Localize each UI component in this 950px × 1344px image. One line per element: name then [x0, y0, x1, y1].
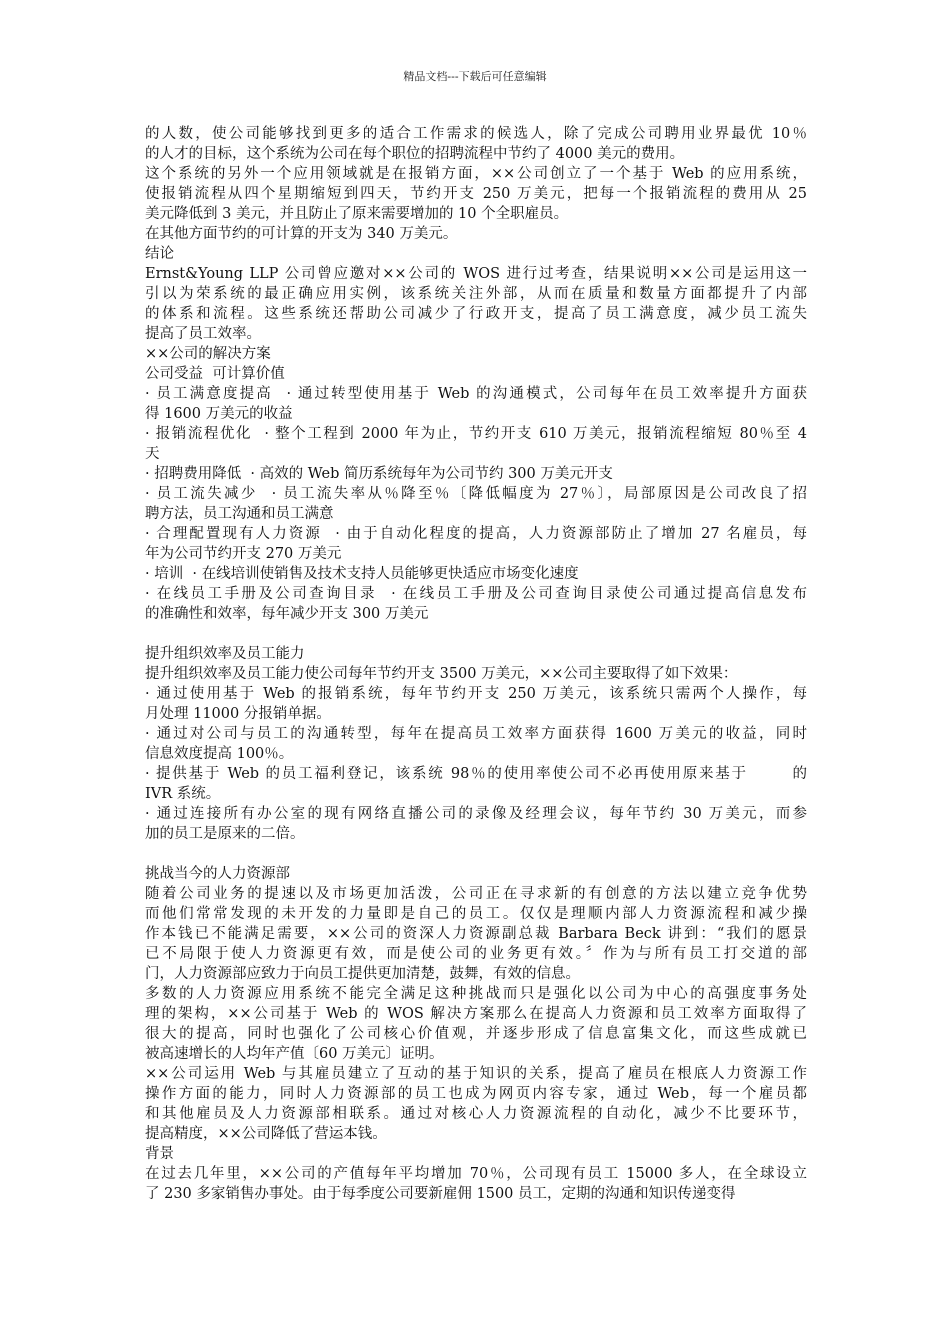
page-header: 精品文档---下载后可任意编辑 [403, 70, 547, 83]
paragraph [145, 384, 807, 424]
text-line: 公司受益 可计算价值 [145, 366, 285, 382]
text-line: 的体系和流程。这些系统还帮助公司减少了行政开支，提高了员工满意度，减少员工流失 [145, 306, 807, 322]
text-line: 使报销流程从四个星期缩短到四天，节约开支 250 万美元，把每一个报销流程的费用从 25 [145, 186, 807, 202]
text-line: ××公司的解决方案 [145, 346, 271, 362]
paragraph [145, 1064, 807, 1144]
paragraph [145, 344, 807, 364]
text-line: 结论 [145, 246, 174, 262]
paragraph [145, 224, 807, 244]
text-line: · 通过对公司与员工的沟通转型，每年在提高员工效率方面获得 1600 万美元的收益，同时 [145, 726, 807, 742]
paragraph [145, 884, 807, 984]
paragraph [145, 124, 807, 164]
text-line: 月处理 11000 分报销单据。 [145, 706, 331, 722]
text-line: · 员工流失减少 · 员工流失率从％降至％〔降低幅度为 27％〕，局部原因是公司改良了招 [145, 486, 807, 502]
paragraph [145, 464, 807, 484]
text-line: Ernst&Young LLP 公司曾应邀对××公司的 WOS 进行过考查，结果说明××公司是运用这一 [145, 266, 807, 282]
text-line: · 员工满意度提高 · 通过转型使用基于 Web 的沟通模式，公司每年在员工效率提升方面获 [145, 386, 807, 402]
paragraph [145, 564, 807, 584]
paragraph [145, 664, 807, 684]
text-line: 门，人力资源部应致力于向员工提供更加清楚，鼓舞，有效的信息。 [145, 966, 580, 982]
paragraph [145, 724, 807, 764]
text-line: 背景 [145, 1146, 174, 1162]
text-line: · 提供基于 Web 的员工福利登记，该系统 98％的使用率使公司不必再使用原来基于 的 [145, 766, 807, 782]
text-line: 和其他雇员及人力资源部相联系。通过对核心人力资源流程的自动化，减少不比要环节， [145, 1106, 807, 1122]
text-line: 提高精度，××公司降低了营运本钱。 [145, 1126, 387, 1142]
paragraph [145, 524, 807, 564]
text-line: · 报销流程优化 · 整个工程到 2000 年为止，节约开支 610 万美元，报销流程缩短 80％至 4 [145, 426, 807, 442]
paragraph-gap [145, 844, 807, 864]
text-line: 聘方法，员工沟通和员工满意 [145, 506, 334, 522]
paragraph [145, 1144, 807, 1164]
text-line: 得 1600 万美元的收益 [145, 406, 293, 422]
text-line: 很大的提高，同时也强化了公司核心价值观，并逐步形成了信息富集文化，而这些成就已 [145, 1026, 807, 1042]
text-line: 的人才的目标，这个系统为公司在每个职位的招聘流程中节约了 4000 美元的费用。 [145, 146, 685, 162]
text-line: 加的员工是原来的二倍。 [145, 826, 305, 842]
paragraph [145, 264, 807, 344]
text-line: · 招聘费用降低 · 高效的 Web 简历系统每年为公司节约 300 万美元开支 [145, 466, 613, 482]
text-line: 随着公司业务的提速以及市场更加活泼，公司正在寻求新的有创意的方法以建立竞争优势 [145, 886, 807, 902]
text-line: 的人数，使公司能够找到更多的适合工作需求的候选人，除了完成公司聘用业界最优 10％ [145, 126, 807, 142]
text-line: 提升组织效率及员工能力 [145, 646, 305, 662]
text-line: 引以为荣系统的最正确应用实例，该系统关注外部，从而在质量和数量方面都提升了内部 [145, 286, 807, 302]
text-line: · 通过使用基于 Web 的报销系统，每年节约开支 250 万美元，该系统只需两个人操作，每 [145, 686, 807, 702]
text-line: 理的架构，××公司基于 Web 的 WOS 解决方案那么在提高人力资源和员工效率方面取得了 [145, 1006, 807, 1022]
text-line: 挑战当今的人力资源部 [145, 866, 290, 882]
paragraph [145, 164, 807, 224]
text-line: 了 230 多家销售办事处。由于每季度公司要新雇佣 1500 员工，定期的沟通和知识传递变得 [145, 1186, 736, 1202]
paragraph [145, 804, 807, 844]
text-line: 而他们常常发现的未开发的力量即是自己的员工。仅仅是理顺内部人力资源流程和减少操 [145, 906, 807, 922]
paragraph [145, 364, 807, 384]
text-line: 操作方面的能力，同时人力资源部的员工也成为网页内容专家，通过 Web，每一个雇员都 [145, 1086, 807, 1102]
text-line: 天 [145, 446, 160, 462]
paragraph [145, 584, 807, 624]
text-line: 信息效度提高 100％。 [145, 746, 294, 762]
text-line: 作本钱已不能满足需要，××公司的资深人力资源副总裁 Barbara Beck 讲到：“我们的愿景 [145, 926, 807, 942]
text-line: 提升组织效率及员工能力使公司每年节约开支 3500 万美元，××公司主要取得了如下效果： [145, 666, 738, 682]
paragraph [145, 244, 807, 264]
text-line: 的准确性和效率，每年减少开支 300 万美元 [145, 606, 429, 622]
text-line: ××公司运用 Web 与其雇员建立了互动的基于知识的关系，提高了雇员在根底人力资源工作 [145, 1066, 807, 1082]
paragraph [145, 864, 807, 884]
text-line: · 合理配置现有人力资源 · 由于自动化程度的提高，人力资源部防止了增加 27 名雇员，每 [145, 526, 807, 542]
paragraph [145, 644, 807, 664]
paragraph [145, 984, 807, 1064]
paragraph [145, 764, 807, 804]
text-line: · 通过连接所有办公室的现有网络直播公司的录像及经理会议，每年节约 30 万美元，而参 [145, 806, 807, 822]
text-line: 被高速增长的人均年产值〔60 万美元〕证明。 [145, 1046, 444, 1062]
document-body [145, 124, 807, 1204]
text-line: 提高了员工效率。 [145, 326, 261, 342]
text-line: · 培训 · 在线培训使销售及技术支持人员能够更快适应市场变化速度 [145, 566, 579, 582]
text-line: IVR 系统。 [145, 786, 221, 802]
text-line: · 在线员工手册及公司查询目录 · 在线员工手册及公司查询目录使公司通过提高信息发布 [145, 586, 807, 602]
text-line: 这个系统的另外一个应用领域就是在报销方面，××公司创立了一个基于 Web 的应用系统， [145, 166, 807, 182]
text-line: 已不局限于使人力资源更有效，而是使公司的业务更有效。〞作为与所有员工打交道的部 [145, 946, 807, 962]
paragraph [145, 684, 807, 724]
paragraph [145, 424, 807, 464]
text-line: 美元降低到 3 美元，并且防止了原来需要增加的 10 个全职雇员。 [145, 206, 569, 222]
text-line: 年为公司节约开支 270 万美元 [145, 546, 342, 562]
text-line: 多数的人力资源应用系统不能完全满足这种挑战而只是强化以公司为中心的高强度事务处 [145, 986, 807, 1002]
text-line: 在其他方面节约的可计算的开支为 340 万美元。 [145, 226, 458, 242]
text-line: 在过去几年里，××公司的产值每年平均增加 70％，公司现有员工 15000 多人，在全球设立 [145, 1166, 807, 1182]
paragraph [145, 484, 807, 524]
paragraph-gap [145, 624, 807, 644]
paragraph [145, 1164, 807, 1204]
